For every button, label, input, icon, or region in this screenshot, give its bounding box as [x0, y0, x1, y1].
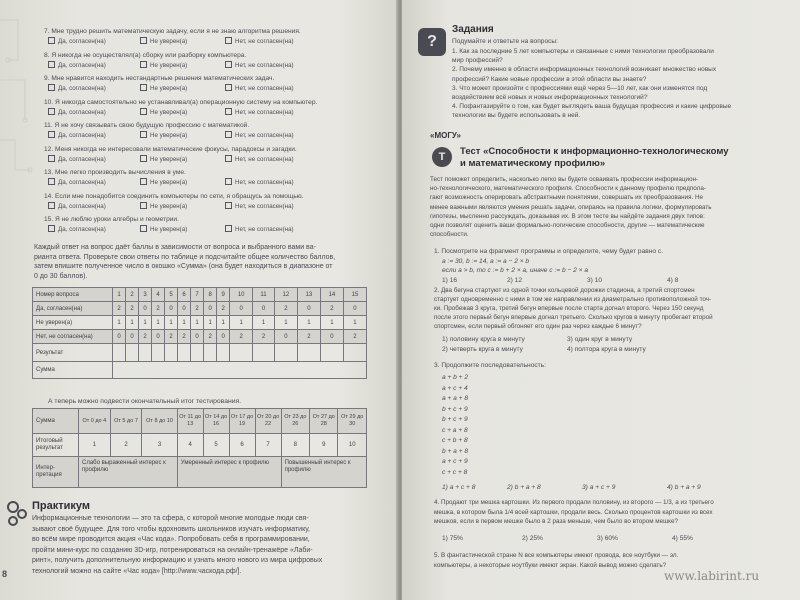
table-cell: 8: [204, 288, 217, 302]
score-table: [32, 287, 367, 379]
table-cell: 5: [165, 288, 178, 302]
question-text: 15. Я не люблю уроки алгебры и геометрии.: [44, 216, 179, 223]
table-cell[interactable]: [165, 344, 178, 362]
answer-option[interactable]: [225, 37, 294, 45]
table-cell: 1: [297, 316, 320, 330]
table-cell: 0: [274, 330, 297, 344]
table-cell: 2: [191, 302, 204, 316]
option-label: Нет, не согласен(на): [235, 202, 294, 210]
answer-option[interactable]: 1) половину круга в минуту: [442, 336, 525, 343]
option-label: Да, согласен(на): [58, 155, 106, 163]
sequence-item: c + b + 8: [442, 437, 468, 444]
table-cell[interactable]: [204, 344, 217, 362]
answer-option[interactable]: [48, 202, 106, 210]
checkbox[interactable]: [225, 178, 232, 185]
checkbox[interactable]: [140, 225, 147, 232]
table-cell: 0: [139, 302, 152, 316]
table-cell: 2: [343, 330, 366, 344]
answer-option[interactable]: [48, 178, 106, 186]
table-cell: 2: [320, 302, 343, 316]
intro-line: гипотезы, мысленно рассуждать, доказывая их. В этом тесте вы найдёте задания двух типов:: [430, 212, 705, 220]
table-cell: 0: [165, 302, 178, 316]
answer-option[interactable]: 4) b + a + 9: [667, 484, 701, 491]
answer-option[interactable]: [48, 131, 106, 139]
result-cell: 4: [177, 434, 203, 457]
table-row: [33, 330, 367, 344]
interp-cell: Слабо выраженный интерес к профилю: [79, 457, 178, 488]
result-cell: 8: [281, 434, 309, 457]
interp-cell: Повышенный интерес к профилю: [281, 457, 366, 488]
intro-line: менее важными являются умения решать задачи, опираясь на правила логики, формулировать: [430, 203, 712, 211]
tasks-title: Задания: [452, 24, 494, 35]
answer-option[interactable]: [140, 202, 187, 210]
question-text: 9. Мне нравится находить нестандартные решения математических задач.: [44, 75, 275, 82]
option-label: Не уверен(а): [150, 202, 188, 210]
option-label: Да, согласен(на): [58, 61, 106, 69]
range-cell: От 29 до 30: [338, 409, 367, 434]
task-line: 2. Почему именно в области информационных технологий возникает множество новых: [452, 66, 717, 74]
answer-option[interactable]: [225, 155, 294, 163]
option-label: Нет, не согласен(на): [235, 179, 294, 186]
tasks-icon: ?: [418, 28, 446, 56]
result-cell: 10: [338, 434, 367, 457]
table-cell[interactable]: [217, 344, 230, 362]
intro-line: гают возможность оперировать абстрактными понятиями, совершать их преобразования. Не: [430, 194, 704, 202]
circuit-decoration-icon: [0, 0, 40, 200]
checkbox[interactable]: [140, 178, 147, 185]
interp-label: Интер-претация: [33, 457, 79, 488]
table-cell: 0: [217, 330, 230, 344]
result-cell: 2: [110, 434, 142, 457]
table-cell: 0: [191, 330, 204, 344]
table-cell: 0: [178, 302, 191, 316]
checkbox[interactable]: [225, 84, 232, 91]
task-line: 4. Пофантазируйте о том, как будет выглядеть ваша будущая профессия и какие цифровые: [452, 103, 732, 111]
option-label: Нет, не согласен(на): [235, 61, 294, 69]
question-text: 12. Меня никогда не интересовали математические фокусы, парадоксы и загадки.: [44, 145, 297, 153]
q1-code1: a := 30, b := 14, a := a − 2 × b: [442, 258, 530, 265]
q2-line: ки. Пробежав 3 круга, третий бегун впервые после старта догнал второго. Через 150 секунд: [434, 305, 704, 312]
table-cell: 1: [253, 316, 275, 330]
watermark: www.labirint.ru: [664, 569, 760, 583]
range-cell: От 17 до 19: [229, 409, 255, 434]
answer-option[interactable]: [140, 61, 187, 69]
checkbox[interactable]: [225, 108, 232, 115]
question-text: 8. Я никогда не осуществлял(а) сборку или разборку компьютера.: [44, 51, 247, 59]
table-cell: 1: [274, 316, 297, 330]
answer-option[interactable]: [48, 37, 106, 45]
option-label: Да, согласен(на): [58, 226, 106, 233]
q2-line: стартует одновременно с ними в том же направлении из диаметрально противоположной точ-: [434, 296, 712, 303]
table-cell: 1: [113, 288, 126, 302]
answer-option[interactable]: [48, 84, 106, 92]
question-text: 7. Мне трудно решить математическую задачу, если я не знаю алгоритма решения.: [44, 28, 301, 35]
test-title-line1: Тест «Способности к информационно-технологическому: [460, 146, 729, 157]
intro-line: одни позволят оценить ваши формально-логические способности, другие — математические: [430, 222, 705, 229]
table-cell: 2: [230, 330, 253, 344]
answer-option[interactable]: 3) один круг в минуту: [567, 336, 633, 343]
table-cell[interactable]: [343, 344, 366, 362]
table-cell: 2: [274, 302, 297, 316]
range-cell: От 11 до 13: [177, 409, 203, 434]
intro-line: но-технологического, математического профиля. Способности к данному профилю предпола-: [430, 185, 706, 193]
table-cell: 1: [204, 316, 217, 330]
q4-line: мешка, в котором была 1/4 всей картошки, продали весь. Сколько процентов картошки из всех: [434, 508, 713, 516]
checkbox[interactable]: [225, 37, 232, 44]
answer-option[interactable]: [48, 155, 106, 163]
table-cell[interactable]: [113, 344, 126, 362]
table-cell[interactable]: [139, 344, 152, 362]
answer-option[interactable]: [48, 61, 106, 69]
question-text: 10. Я никогда самостоятельно не устанавливал(а) операционную систему на компьютер.: [44, 98, 318, 106]
table-cell: 14: [320, 288, 343, 302]
checkbox[interactable]: [140, 61, 147, 68]
option-label: Не уверен(а): [150, 155, 188, 163]
answer-option[interactable]: 2) 12: [507, 277, 523, 284]
task-line: 1. Как за последние 5 лет компьютеры и связанные с ними технологии преобразовали: [452, 48, 714, 55]
answer-option[interactable]: 3) 60%: [597, 535, 618, 542]
option-label: Нет, не согласен(на): [235, 85, 294, 92]
answer-option[interactable]: [140, 108, 187, 116]
task-line: 3. Что может произойти с профессиями ещё через 5—10 лет, как они изменятся под: [452, 84, 708, 92]
table-cell: 3: [139, 288, 152, 302]
table-header-label: Номер вопроса: [33, 288, 113, 302]
answer-option[interactable]: 1) a + c + 8: [442, 484, 476, 491]
checkbox[interactable]: [140, 131, 147, 138]
table-cell: 0: [343, 302, 366, 316]
page-number: 8: [2, 569, 8, 579]
sequence-item: c + a + 8: [442, 426, 468, 434]
option-label: Нет, не согласен(на): [235, 226, 294, 233]
instruction-line: 0 до 30 баллов).: [34, 272, 88, 280]
test-title-line2: и математическому профилю»: [460, 158, 606, 169]
checkbox[interactable]: [48, 155, 55, 162]
q5-line: 5. В фантастической стране N все компьютеры имеют провода, все ноутбуки — эл.: [434, 552, 679, 559]
answer-option[interactable]: [140, 225, 187, 233]
table-cell: 2: [178, 330, 191, 344]
table-row: [33, 434, 367, 457]
table-cell: 2: [217, 302, 230, 316]
checkbox[interactable]: [140, 108, 147, 115]
table-cell: 1: [191, 316, 204, 330]
row-label: Нет, не согласен(на): [33, 330, 113, 344]
checkbox[interactable]: [48, 37, 55, 44]
answer-option[interactable]: [225, 108, 294, 116]
table-cell: 6: [178, 288, 191, 302]
test-badge: Т: [432, 147, 452, 167]
practicum-line: ринт», получить дополнительную информацию и узнать много нового из мира цифровых: [32, 557, 323, 564]
answer-option[interactable]: [225, 225, 294, 233]
range-cell: От 8 до 10: [142, 409, 177, 434]
option-label: Нет, не согласен(на): [235, 132, 294, 139]
q4-line: 4. Продают три мешка картошки. Из первого продали половину, из второго — 1/3, а из третьего: [434, 499, 714, 506]
table-cell: 2: [297, 330, 320, 344]
table-cell[interactable]: [230, 344, 253, 362]
table-row: [33, 288, 367, 302]
question-text: 13. Мне легко производить вычисления в уме.: [44, 169, 186, 176]
instruction-line: Каждый ответ на вопрос даёт баллы в зависимости от вопроса и выбранного вами ва-: [34, 244, 316, 251]
option-label: Да, согласен(на): [58, 108, 106, 116]
option-label: Не уверен(а): [150, 226, 188, 233]
answer-option[interactable]: [140, 37, 187, 45]
table-cell: 1: [113, 316, 126, 330]
answer-option[interactable]: [225, 178, 294, 186]
answer-option[interactable]: 3) a + c + 9: [582, 484, 616, 491]
table-cell: 0: [113, 330, 126, 344]
q1-code2: если a > b, то c := b + 2 × a, иначе c := b − 2 × a: [442, 267, 588, 274]
table-row: [33, 457, 367, 488]
table-cell[interactable]: [274, 344, 297, 362]
checkbox[interactable]: [48, 131, 55, 138]
checkbox[interactable]: [225, 131, 232, 138]
table-cell: 0: [253, 302, 275, 316]
table-cell: 0: [126, 330, 139, 344]
table-cell[interactable]: [178, 344, 191, 362]
table-cell: 0: [152, 330, 165, 344]
answer-option[interactable]: 2) b + a + 8: [507, 484, 541, 491]
answer-option[interactable]: [225, 84, 294, 92]
option-label: Да, согласен(на): [58, 179, 106, 186]
practicum-title: Практикум: [32, 500, 91, 512]
option-label: Нет, не согласен(на): [235, 155, 294, 163]
table-cell: 1: [165, 316, 178, 330]
question-text: 14. Если мне понадобится соединить компьютеры по сети, я обращусь за помощью.: [44, 192, 304, 200]
table-cell: 1: [178, 316, 191, 330]
table-cell: 2: [152, 302, 165, 316]
option-label: Не уверен(а): [150, 61, 188, 69]
intro-line: Тест поможет определить, насколько легко вы будете осваивать профессии информацион-: [430, 176, 699, 183]
answer-option[interactable]: [225, 131, 294, 139]
sequence-item: a + b + 2: [442, 374, 469, 381]
table-cell[interactable]: [320, 344, 343, 362]
answer-option[interactable]: [140, 84, 187, 92]
result-cell: 6: [229, 434, 255, 457]
table-cell: 0: [320, 330, 343, 344]
answer-option[interactable]: 3) 10: [587, 277, 603, 284]
option-label: Да, согласен(на): [58, 38, 106, 45]
checkbox[interactable]: [48, 202, 55, 209]
result-cell: 1: [79, 434, 111, 457]
q3-text: 3. Продолжите последовательность:: [434, 362, 546, 369]
option-label: Не уверен(а): [150, 179, 188, 186]
checkbox[interactable]: [225, 155, 232, 162]
table-cell: 2: [126, 288, 139, 302]
table-row: [33, 302, 367, 316]
sum-cell[interactable]: [113, 362, 367, 379]
answer-option[interactable]: 4) полтора круга в минуту: [567, 346, 646, 353]
table-cell: 10: [230, 288, 253, 302]
answer-option[interactable]: 1) 75%: [442, 535, 463, 542]
result-cell: 9: [310, 434, 338, 457]
option-label: Да, согласен(на): [58, 202, 106, 210]
checkbox[interactable]: [48, 61, 55, 68]
q2-line: спортсмен, если первый обгоняет его один раз через каждые 6 минут?: [434, 323, 642, 330]
practicum-line: технологий можно на сайте «Час кода» [http://www.часкода.рф/].: [32, 567, 242, 575]
answer-option[interactable]: 1) 16: [442, 277, 458, 284]
table-cell[interactable]: [297, 344, 320, 362]
task-line: мир профессий?: [452, 57, 503, 65]
practicum-line: во всём мире проводится акция «Час кода». Попробовать себя в программировании,: [32, 536, 310, 543]
option-label: Нет, не согласен(на): [235, 108, 294, 116]
range-cell: От 14 до 16: [203, 409, 229, 434]
task-line: технологии вы будете использовать в ней.: [452, 112, 581, 120]
task-line: воздействием всё новых и новых информационных технологий?: [452, 94, 648, 101]
table-cell: 4: [152, 288, 165, 302]
answer-option[interactable]: [225, 202, 294, 210]
answer-option[interactable]: [140, 155, 187, 163]
table-cell[interactable]: [253, 344, 275, 362]
left-page: [0, 0, 398, 600]
table-cell: 1: [217, 316, 230, 330]
table-cell: 7: [191, 288, 204, 302]
checkbox[interactable]: [140, 202, 147, 209]
sequence-item: b + c + 9: [442, 416, 468, 423]
table-cell: 2: [253, 330, 275, 344]
answer-option[interactable]: 4) 8: [667, 277, 679, 284]
sequence-item: a + c + 4: [442, 384, 468, 392]
range-cell: От 27 до 28: [310, 409, 338, 434]
checkbox[interactable]: [48, 225, 55, 232]
range-cell: От 5 до 7: [110, 409, 142, 434]
table-cell: 1: [139, 316, 152, 330]
table-row: [33, 316, 367, 330]
table-cell: 2: [139, 330, 152, 344]
checkbox[interactable]: [140, 155, 147, 162]
table-cell: 13: [297, 288, 320, 302]
table-row: [33, 362, 367, 379]
table-cell: 15: [343, 288, 366, 302]
question-text: 11. Я не хочу связывать свою будущую профессию с математикой.: [44, 122, 250, 129]
q5-line: компьютеры, а некоторые ноутбуки имеют экран. Какой вывод можно сделать?: [434, 561, 667, 569]
answer-option[interactable]: 4) 55%: [672, 535, 693, 542]
option-label: Нет, не согласен(на): [235, 38, 294, 45]
answer-option[interactable]: [48, 225, 106, 233]
checkbox[interactable]: [140, 84, 147, 91]
intro-line: способности.: [430, 231, 469, 239]
checkbox[interactable]: [140, 37, 147, 44]
table-cell: 2: [204, 330, 217, 344]
table-cell: 2: [126, 302, 139, 316]
table-cell: 9: [217, 288, 230, 302]
table-cell: 0: [230, 302, 253, 316]
checkbox[interactable]: [48, 108, 55, 115]
table-cell: 2: [113, 302, 126, 316]
answer-option[interactable]: [140, 131, 187, 139]
table-cell: 12: [274, 288, 297, 302]
table-cell: 1: [126, 316, 139, 330]
option-label: Да, согласен(на): [58, 85, 106, 92]
table-row: [33, 344, 367, 362]
q1-text: 1. Посмотрите на фрагмент программы и определите, чему будет равно c.: [434, 248, 664, 255]
table-row: [33, 409, 367, 434]
checkbox[interactable]: [225, 202, 232, 209]
table-cell: 1: [230, 316, 253, 330]
answer-option[interactable]: [225, 61, 294, 69]
answer-option[interactable]: [48, 108, 106, 116]
table-cell: 1: [320, 316, 343, 330]
option-label: Да, согласен(на): [58, 132, 106, 139]
sum-label: Сумма: [33, 362, 113, 379]
table-cell: 0: [204, 302, 217, 316]
table-cell: 1: [343, 316, 366, 330]
answer-option[interactable]: 2) 25%: [522, 535, 543, 542]
option-label: Не уверен(а): [150, 132, 188, 139]
interp-cell: Умеренный интерес к профилю: [177, 457, 281, 488]
table-cell[interactable]: [126, 344, 139, 362]
result-label: Итоговый результат: [33, 434, 79, 457]
tasks-subtitle: Подумайте и ответьте на вопросы:: [452, 38, 558, 45]
option-label: Не уверен(а): [150, 85, 188, 92]
practicum-line: пройти мини-курс по созданию 3D-игр, потренироваться на онлайн-тренажёре «Лаби-: [32, 546, 313, 554]
row-label: Результат: [33, 344, 113, 362]
sum-label: Сумма: [33, 409, 79, 434]
table-cell[interactable]: [152, 344, 165, 362]
sequence-item: a + c + 9: [442, 458, 468, 465]
range-cell: От 23 до 26: [281, 409, 309, 434]
table-cell: 1: [152, 316, 165, 330]
summary-intro: А теперь можно подвести окончательный итог тестирования.: [48, 398, 242, 405]
answer-option[interactable]: 2) четверть круга в минуту: [442, 346, 523, 353]
row-label: Не уверен(а): [33, 316, 113, 330]
range-cell: От 0 до 4: [79, 409, 111, 434]
sequence-item: c + c + 8: [442, 468, 468, 476]
practicum-line: зывают своё будущее. Для того чтобы вдохновить школьников изучать информатику,: [32, 525, 310, 533]
checkbox[interactable]: [48, 178, 55, 185]
q2-line: после этого первый бегун впервые догнал третьего. Сколько кругов в минуту пробегает второй: [434, 314, 713, 321]
table-cell: 0: [297, 302, 320, 316]
result-table: [32, 408, 367, 488]
checkbox[interactable]: [225, 61, 232, 68]
table-cell: 11: [253, 288, 275, 302]
answer-option[interactable]: [140, 178, 187, 186]
range-cell: От 20 до 22: [255, 409, 281, 434]
sequence-item: b + c + 9: [442, 405, 468, 413]
sequence-item: a + a + 8: [442, 395, 469, 402]
q2-line: 2. Два бегуна стартуют из одной точки кольцевой дорожки стадиона, а третий спортсмен: [434, 287, 695, 294]
practicum-icon: [4, 498, 30, 528]
checkbox[interactable]: [48, 84, 55, 91]
option-label: Не уверен(а): [150, 38, 188, 45]
instruction-line: рианта ответа. Проверьте свои ответы по таблице и подсчитайте общее количество баллов,: [34, 253, 336, 261]
result-cell: 3: [142, 434, 177, 457]
table-cell[interactable]: [191, 344, 204, 362]
instruction-line: затем впишите полученное число в окошко «Сумма» (она будет находиться в диапазоне от: [34, 263, 333, 270]
right-page: [402, 0, 800, 600]
row-label: Да, согласен(на): [33, 302, 113, 316]
result-cell: 5: [203, 434, 229, 457]
practicum-line: Информационные технологии — это та сфера, с которой многие молодые люди свя-: [32, 515, 309, 522]
mogu-label: «МОГУ»: [430, 131, 461, 140]
option-label: Не уверен(а): [150, 108, 188, 116]
result-cell: 7: [255, 434, 281, 457]
task-line: профессий? Какие новые профессии в этой области вы знаете?: [452, 75, 647, 83]
table-cell: 2: [165, 330, 178, 344]
checkbox[interactable]: [225, 225, 232, 232]
sequence-item: b + a + 8: [442, 447, 469, 455]
q4-line: мешков, если в первом мешке было в 2 раза меньше, чем было во втором мешке?: [434, 518, 678, 525]
